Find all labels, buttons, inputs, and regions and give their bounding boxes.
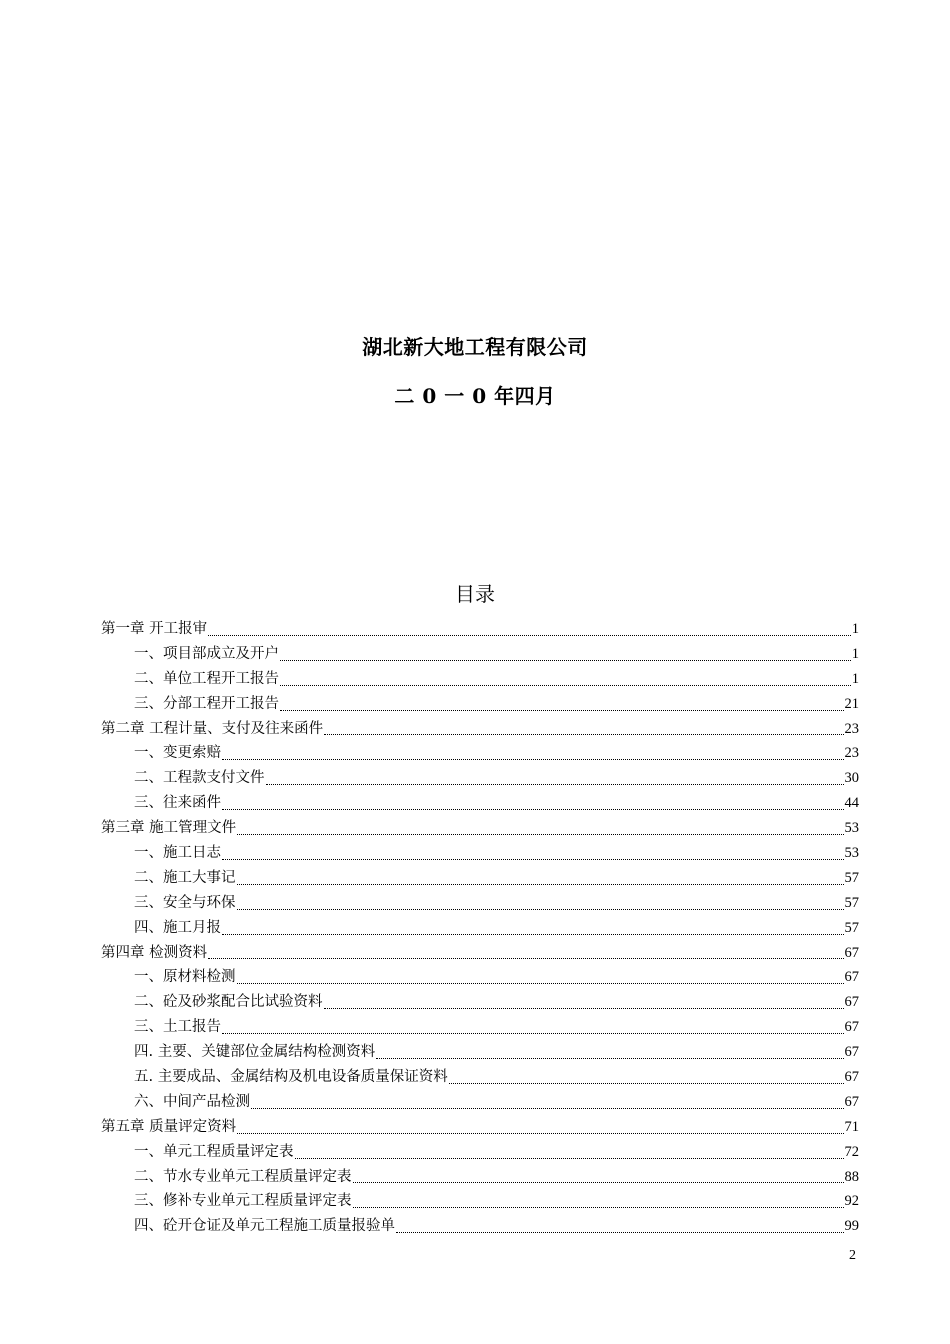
toc-entry[interactable] <box>101 667 859 692</box>
toc-dot-leader <box>222 859 844 860</box>
toc-entry-label: 一、施工日志 <box>134 845 221 861</box>
toc-entry-page: 88 <box>844 1168 859 1185</box>
toc-entry[interactable] <box>101 916 859 941</box>
toc-entry-chapter-2[interactable] <box>101 717 859 742</box>
toc-entry-label: 二、单位工程开工报告 <box>134 670 279 687</box>
toc-entry-page: 67 <box>844 1069 859 1086</box>
toc-entry-page: 67 <box>844 994 859 1011</box>
toc-dot-leader <box>222 934 844 935</box>
toc-entry[interactable] <box>101 642 859 667</box>
toc-entry[interactable] <box>101 692 859 717</box>
toc-entry-label: 二、砼及砂浆配合比试验资料 <box>134 994 323 1011</box>
toc-entry-page: 57 <box>844 869 859 886</box>
toc-entry-label: 二、节水专业单元工程质量评定表 <box>134 1168 352 1185</box>
toc-entry-page: 1 <box>851 670 859 687</box>
page-number: 2 <box>849 1248 856 1263</box>
toc-dot-leader <box>237 1133 843 1134</box>
toc-dot-leader <box>449 1083 844 1084</box>
toc-entry-label: 六、中间产品检测 <box>134 1093 250 1110</box>
table-of-contents <box>101 617 859 1239</box>
toc-entry[interactable] <box>101 1165 859 1190</box>
toc-entry-chapter-3[interactable] <box>101 816 859 841</box>
toc-entry-page: 71 <box>844 1118 859 1135</box>
toc-entry-page: 53 <box>844 820 859 837</box>
toc-entry-page: 92 <box>844 1193 859 1210</box>
toc-entry-page: 67 <box>844 1044 859 1061</box>
toc-entry[interactable] <box>101 965 859 990</box>
toc-dot-leader <box>295 1158 844 1159</box>
toc-entry[interactable] <box>101 1065 859 1090</box>
toc-dot-leader <box>222 759 844 760</box>
toc-entry[interactable] <box>101 1214 859 1239</box>
toc-dot-leader <box>324 1008 844 1009</box>
toc-entry-page: 1 <box>851 645 859 662</box>
toc-dot-leader <box>208 635 851 636</box>
toc-entry-label: 二、工程款支付文件 <box>134 770 265 787</box>
toc-entry-label: 第二章 工程计量、支付及往来函件 <box>101 720 324 737</box>
toc-entry-label: 一、原材料检测 <box>134 969 236 986</box>
toc-entry-page: 72 <box>844 1143 859 1160</box>
toc-entry[interactable] <box>101 1040 859 1065</box>
toc-entry[interactable] <box>101 1015 859 1040</box>
toc-entry-page: 1 <box>851 620 859 637</box>
toc-title: 目录 <box>455 582 495 606</box>
toc-dot-leader <box>251 1108 844 1109</box>
toc-entry-label: 五. 主要成品、金属结构及机电设备质量保证资料 <box>134 1069 448 1086</box>
toc-entry[interactable] <box>101 866 859 891</box>
toc-entry-label: 三、往来函件 <box>134 795 221 812</box>
toc-entry-page: 57 <box>844 919 859 936</box>
company-name: 湖北新大地工程有限公司 <box>362 335 588 359</box>
toc-entry-label: 四、施工月报 <box>134 919 221 936</box>
toc-dot-leader <box>222 809 844 810</box>
toc-dot-leader <box>280 685 851 686</box>
toc-entry-label: 四、砼开仓证及单元工程施工质量报验单 <box>134 1218 395 1235</box>
toc-entry-page: 57 <box>844 894 859 911</box>
toc-entry-label: 第一章 开工报审 <box>101 620 208 637</box>
toc-entry-page: 23 <box>844 745 859 762</box>
toc-dot-leader <box>222 1033 844 1034</box>
toc-dot-leader <box>237 983 844 984</box>
toc-entry[interactable] <box>101 841 859 866</box>
toc-dot-leader <box>237 834 843 835</box>
toc-entry-label: 第三章 施工管理文件 <box>101 820 237 837</box>
toc-dot-leader <box>280 710 844 711</box>
toc-dot-leader <box>353 1182 844 1183</box>
toc-entry-label: 三、土工报告 <box>134 1019 221 1036</box>
toc-entry-label: 一、变更索赔 <box>134 745 221 762</box>
toc-dot-leader <box>324 734 843 735</box>
toc-dot-leader <box>237 909 844 910</box>
toc-dot-leader <box>208 958 843 959</box>
toc-dot-leader <box>396 1232 844 1233</box>
document-date: 二 0 一 0 年四月 <box>394 384 556 408</box>
toc-entry-chapter-1[interactable] <box>101 617 859 642</box>
toc-entry-page: 53 <box>844 845 859 861</box>
toc-entry-page: 67 <box>844 969 859 986</box>
toc-entry[interactable] <box>101 791 859 816</box>
toc-entry[interactable] <box>101 741 859 766</box>
toc-entry-page: 44 <box>844 795 859 812</box>
toc-entry[interactable] <box>101 990 859 1015</box>
toc-entry-label: 第五章 质量评定资料 <box>101 1118 237 1135</box>
toc-dot-leader <box>237 884 844 885</box>
toc-dot-leader <box>376 1058 843 1059</box>
toc-entry-label: 三、安全与环保 <box>134 894 236 911</box>
toc-entry-label: 一、项目部成立及开户 <box>134 645 279 662</box>
toc-entry[interactable] <box>101 1140 859 1165</box>
toc-entry-label: 二、施工大事记 <box>134 869 236 886</box>
toc-entry-page: 30 <box>844 770 859 787</box>
toc-entry-page: 99 <box>844 1218 859 1235</box>
toc-entry-page: 67 <box>844 1093 859 1110</box>
toc-entry-label: 三、修补专业单元工程质量评定表 <box>134 1193 352 1210</box>
toc-entry-page: 67 <box>844 1019 859 1036</box>
toc-dot-leader <box>266 784 844 785</box>
toc-entry-label: 一、单元工程质量评定表 <box>134 1143 294 1160</box>
toc-entry[interactable] <box>101 1090 859 1115</box>
toc-entry-page: 21 <box>844 695 859 712</box>
toc-entry-page: 67 <box>844 944 859 961</box>
toc-dot-leader <box>280 660 851 661</box>
toc-entry-label: 四. 主要、关键部位金属结构检测资料 <box>134 1044 376 1061</box>
toc-entry-label: 三、分部工程开工报告 <box>134 695 279 712</box>
toc-entry-label: 第四章 检测资料 <box>101 944 208 961</box>
toc-entry-chapter-5[interactable] <box>101 1115 859 1140</box>
toc-entry-page: 23 <box>844 720 859 737</box>
toc-dot-leader <box>353 1207 844 1208</box>
toc-entry[interactable] <box>101 1189 859 1214</box>
toc-entry-chapter-4[interactable] <box>101 941 859 966</box>
toc-entry[interactable] <box>101 891 859 916</box>
toc-entry[interactable] <box>101 766 859 791</box>
